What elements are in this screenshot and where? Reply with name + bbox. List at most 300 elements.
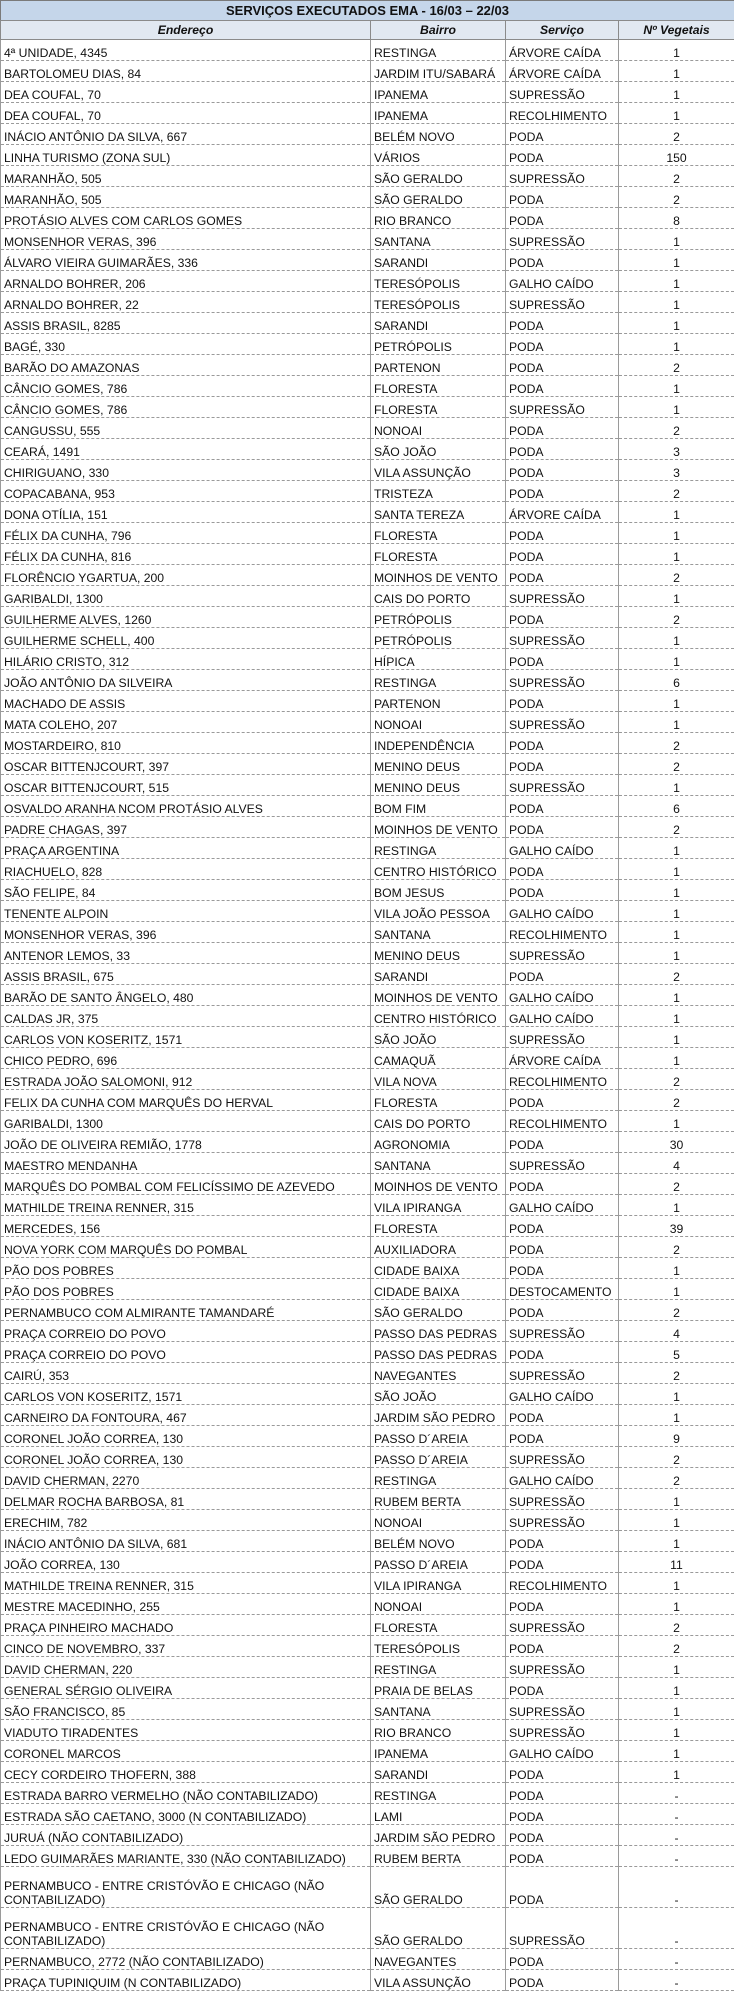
address-cell: BARTOLOMEU DIAS, 84 xyxy=(1,61,371,82)
table-row xyxy=(1,1908,734,1949)
service-cell: PODA xyxy=(506,649,619,670)
table-row xyxy=(1,1342,734,1363)
table-row xyxy=(1,649,734,670)
table-row xyxy=(1,985,734,1006)
count-cell: 1 xyxy=(619,1405,734,1426)
service-cell: RECOLHIMENTO xyxy=(506,1573,619,1594)
neighborhood-cell: SÃO JOÃO xyxy=(371,1384,506,1405)
neighborhood-cell: INDEPENDÊNCIA xyxy=(371,733,506,754)
neighborhood-cell: RIO BRANCO xyxy=(371,1720,506,1741)
service-cell: GALHO CAÍDO xyxy=(506,1195,619,1216)
service-cell: PODA xyxy=(506,1258,619,1279)
count-cell: 1 xyxy=(619,1111,734,1132)
count-cell: 2 xyxy=(619,187,734,208)
neighborhood-cell: MENINO DEUS xyxy=(371,943,506,964)
table-row xyxy=(1,187,734,208)
table-row xyxy=(1,460,734,481)
neighborhood-cell: SÃO GERALDO xyxy=(371,1300,506,1321)
address-cell: CORONEL JOÃO CORREA, 130 xyxy=(1,1447,371,1468)
neighborhood-cell: SANTANA xyxy=(371,1699,506,1720)
address-cell: PERNAMBUCO, 2772 (NÃO CONTABILIZADO) xyxy=(1,1949,371,1970)
neighborhood-cell: NONOAI xyxy=(371,1510,506,1531)
header-servico: Serviço xyxy=(506,21,619,40)
neighborhood-cell: MOINHOS DE VENTO xyxy=(371,565,506,586)
address-cell: VIADUTO TIRADENTES xyxy=(1,1720,371,1741)
neighborhood-cell: CAIS DO PORTO xyxy=(371,1111,506,1132)
count-cell: 1 xyxy=(619,1006,734,1027)
table-row xyxy=(1,1027,734,1048)
table-row xyxy=(1,40,734,61)
count-cell: 2 xyxy=(619,1069,734,1090)
table-row xyxy=(1,1804,734,1825)
table-row xyxy=(1,313,734,334)
address-cell: PADRE CHAGAS, 397 xyxy=(1,817,371,838)
table-row xyxy=(1,271,734,292)
count-cell: 2 xyxy=(619,733,734,754)
table-row xyxy=(1,1552,734,1573)
neighborhood-cell: IPANEMA xyxy=(371,1741,506,1762)
count-cell: 2 xyxy=(619,817,734,838)
service-cell: PODA xyxy=(506,1970,619,1991)
address-cell: CALDAS JR, 375 xyxy=(1,1006,371,1027)
table-row xyxy=(1,1300,734,1321)
table-row xyxy=(1,1006,734,1027)
address-cell: DAVID CHERMAN, 220 xyxy=(1,1657,371,1678)
service-cell: SUPRESSÃO xyxy=(506,82,619,103)
table-row xyxy=(1,145,734,166)
count-cell: 1 xyxy=(619,376,734,397)
neighborhood-cell: SANTANA xyxy=(371,229,506,250)
table-row xyxy=(1,565,734,586)
table-row xyxy=(1,1174,734,1195)
table-row xyxy=(1,1405,734,1426)
table-row xyxy=(1,502,734,523)
count-cell: 2 xyxy=(619,166,734,187)
service-cell: SUPRESSÃO xyxy=(506,1153,619,1174)
count-cell: 1 xyxy=(619,1195,734,1216)
address-cell: DONA OTÍLIA, 151 xyxy=(1,502,371,523)
count-cell: 1 xyxy=(619,985,734,1006)
count-cell: 1 xyxy=(619,1027,734,1048)
table-row xyxy=(1,292,734,313)
neighborhood-cell: PASSO DAS PEDRAS xyxy=(371,1321,506,1342)
count-cell: 1 xyxy=(619,1573,734,1594)
service-cell: PODA xyxy=(506,1090,619,1111)
table-row xyxy=(1,880,734,901)
service-cell: PODA xyxy=(506,1594,619,1615)
address-cell: LINHA TURISMO (ZONA SUL) xyxy=(1,145,371,166)
table-row xyxy=(1,1970,734,1991)
address-cell: PERNAMBUCO - ENTRE CRISTÓVÃO E CHICAGO (NÃO CONTABILIZADO) xyxy=(1,1908,371,1949)
count-cell: 2 xyxy=(619,1468,734,1489)
count-cell: 2 xyxy=(619,964,734,985)
service-cell: PODA xyxy=(506,1174,619,1195)
count-cell: 150 xyxy=(619,145,734,166)
service-cell: PODA xyxy=(506,796,619,817)
table-row xyxy=(1,334,734,355)
header-endereco: Endereço xyxy=(1,21,371,40)
neighborhood-cell: SÃO GERALDO xyxy=(371,1908,506,1949)
neighborhood-cell: FLORESTA xyxy=(371,376,506,397)
count-cell: 1 xyxy=(619,334,734,355)
table-row xyxy=(1,922,734,943)
address-cell: ARNALDO BOHRER, 22 xyxy=(1,292,371,313)
neighborhood-cell: MENINO DEUS xyxy=(371,775,506,796)
neighborhood-cell: BELÉM NOVO xyxy=(371,124,506,145)
table-row xyxy=(1,166,734,187)
table-row xyxy=(1,1615,734,1636)
table-row xyxy=(1,901,734,922)
service-cell: PODA xyxy=(506,1132,619,1153)
neighborhood-cell: RUBEM BERTA xyxy=(371,1489,506,1510)
address-cell: CHIRIGUANO, 330 xyxy=(1,460,371,481)
neighborhood-cell: MOINHOS DE VENTO xyxy=(371,817,506,838)
address-cell: SÃO FELIPE, 84 xyxy=(1,880,371,901)
count-cell: 39 xyxy=(619,1216,734,1237)
service-cell: PODA xyxy=(506,544,619,565)
neighborhood-cell: FLORESTA xyxy=(371,1216,506,1237)
table-row xyxy=(1,82,734,103)
count-cell: 8 xyxy=(619,208,734,229)
count-cell: 1 xyxy=(619,838,734,859)
count-cell: 1 xyxy=(619,1258,734,1279)
neighborhood-cell: PASSO D´AREIA xyxy=(371,1552,506,1573)
neighborhood-cell: RIO BRANCO xyxy=(371,208,506,229)
service-cell: SUPRESSÃO xyxy=(506,628,619,649)
service-cell: PODA xyxy=(506,187,619,208)
service-cell: PODA xyxy=(506,754,619,775)
neighborhood-cell: RESTINGA xyxy=(371,1783,506,1804)
address-cell: MONSENHOR VERAS, 396 xyxy=(1,229,371,250)
neighborhood-cell: CIDADE BAIXA xyxy=(371,1258,506,1279)
neighborhood-cell: IPANEMA xyxy=(371,82,506,103)
count-cell: - xyxy=(619,1949,734,1970)
service-cell: GALHO CAÍDO xyxy=(506,838,619,859)
count-cell: 11 xyxy=(619,1552,734,1573)
neighborhood-cell: SÃO JOÃO xyxy=(371,1027,506,1048)
neighborhood-cell: CENTRO HISTÓRICO xyxy=(371,859,506,880)
service-cell: PODA xyxy=(506,460,619,481)
count-cell: 1 xyxy=(619,250,734,271)
neighborhood-cell: RESTINGA xyxy=(371,1468,506,1489)
service-cell: PODA xyxy=(506,1216,619,1237)
table-row xyxy=(1,481,734,502)
address-cell: PRAÇA CORREIO DO POVO xyxy=(1,1321,371,1342)
service-cell: SUPRESSÃO xyxy=(506,229,619,250)
table-row xyxy=(1,1237,734,1258)
address-cell: CEARÁ, 1491 xyxy=(1,439,371,460)
table-row xyxy=(1,1531,734,1552)
count-cell: 1 xyxy=(619,1678,734,1699)
service-cell: ÁRVORE CAÍDA xyxy=(506,40,619,61)
service-cell: RECOLHIMENTO xyxy=(506,1111,619,1132)
neighborhood-cell: FLORESTA xyxy=(371,397,506,418)
table-row xyxy=(1,1069,734,1090)
service-cell: ÁRVORE CAÍDA xyxy=(506,61,619,82)
service-cell: PODA xyxy=(506,313,619,334)
neighborhood-cell: PASSO DAS PEDRAS xyxy=(371,1342,506,1363)
neighborhood-cell: CIDADE BAIXA xyxy=(371,1279,506,1300)
service-cell: PODA xyxy=(506,1867,619,1908)
service-cell: SUPRESSÃO xyxy=(506,1321,619,1342)
table-row xyxy=(1,397,734,418)
service-cell: PODA xyxy=(506,1825,619,1846)
table-row xyxy=(1,1636,734,1657)
address-cell: CORONEL MARCOS xyxy=(1,1741,371,1762)
address-cell: CÂNCIO GOMES, 786 xyxy=(1,376,371,397)
table-row xyxy=(1,523,734,544)
table-row xyxy=(1,1949,734,1970)
service-cell: PODA xyxy=(506,1405,619,1426)
service-cell: PODA xyxy=(506,124,619,145)
count-cell: 2 xyxy=(619,1447,734,1468)
service-cell: GALHO CAÍDO xyxy=(506,1468,619,1489)
table-row xyxy=(1,439,734,460)
count-cell: 2 xyxy=(619,1615,734,1636)
neighborhood-cell: VILA IPIRANGA xyxy=(371,1573,506,1594)
neighborhood-cell: RUBEM BERTA xyxy=(371,1846,506,1867)
count-cell: - xyxy=(619,1825,734,1846)
neighborhood-cell: SÃO GERALDO xyxy=(371,1867,506,1908)
service-cell: GALHO CAÍDO xyxy=(506,1006,619,1027)
address-cell: PROTÁSIO ALVES COM CARLOS GOMES xyxy=(1,208,371,229)
address-cell: MARQUÊS DO POMBAL COM FELICÍSSIMO DE AZEVEDO xyxy=(1,1174,371,1195)
count-cell: 1 xyxy=(619,628,734,649)
neighborhood-cell: MOINHOS DE VENTO xyxy=(371,1174,506,1195)
address-cell: ESTRADA BARRO VERMELHO (NÃO CONTABILIZADO) xyxy=(1,1783,371,1804)
address-cell: FÉLIX DA CUNHA, 796 xyxy=(1,523,371,544)
address-cell: GARIBALDI, 1300 xyxy=(1,1111,371,1132)
address-cell: ASSIS BRASIL, 8285 xyxy=(1,313,371,334)
neighborhood-cell: FLORESTA xyxy=(371,523,506,544)
table-row xyxy=(1,859,734,880)
count-cell: 1 xyxy=(619,292,734,313)
table-row xyxy=(1,1111,734,1132)
table-row xyxy=(1,1426,734,1447)
count-cell: 3 xyxy=(619,460,734,481)
address-cell: MONSENHOR VERAS, 396 xyxy=(1,922,371,943)
count-cell: 2 xyxy=(619,1363,734,1384)
count-cell: 1 xyxy=(619,103,734,124)
service-cell: SUPRESSÃO xyxy=(506,775,619,796)
neighborhood-cell: VILA ASSUNÇÃO xyxy=(371,1970,506,1991)
address-cell: TENENTE ALPOIN xyxy=(1,901,371,922)
address-cell: ARNALDO BOHRER, 206 xyxy=(1,271,371,292)
address-cell: DEA COUFAL, 70 xyxy=(1,82,371,103)
table-row xyxy=(1,418,734,439)
address-cell: INÁCIO ANTÔNIO DA SILVA, 681 xyxy=(1,1531,371,1552)
neighborhood-cell: PETRÓPOLIS xyxy=(371,607,506,628)
service-cell: SUPRESSÃO xyxy=(506,943,619,964)
neighborhood-cell: IPANEMA xyxy=(371,103,506,124)
count-cell: 1 xyxy=(619,1699,734,1720)
service-cell: PODA xyxy=(506,1636,619,1657)
table-row xyxy=(1,250,734,271)
count-cell: 5 xyxy=(619,1342,734,1363)
count-cell: 1 xyxy=(619,229,734,250)
table-row xyxy=(1,775,734,796)
table-body xyxy=(1,40,734,1991)
address-cell: FLORÊNCIO YGARTUA, 200 xyxy=(1,565,371,586)
address-cell: MACHADO DE ASSIS xyxy=(1,691,371,712)
service-cell: PODA xyxy=(506,565,619,586)
address-cell: DELMAR ROCHA BARBOSA, 81 xyxy=(1,1489,371,1510)
table-row xyxy=(1,1384,734,1405)
neighborhood-cell: BOM JESUS xyxy=(371,880,506,901)
address-cell: PERNAMBUCO - ENTRE CRISTÓVÃO E CHICAGO (NÃO CONTABILIZADO) xyxy=(1,1867,371,1908)
service-cell: PODA xyxy=(506,1552,619,1573)
table-row xyxy=(1,733,734,754)
count-cell: 1 xyxy=(619,1657,734,1678)
table-row xyxy=(1,1132,734,1153)
neighborhood-cell: VILA IPIRANGA xyxy=(371,1195,506,1216)
table-row xyxy=(1,229,734,250)
service-cell: PODA xyxy=(506,1678,619,1699)
neighborhood-cell: RESTINGA xyxy=(371,670,506,691)
table-row xyxy=(1,817,734,838)
address-cell: ÁLVARO VIEIRA GUIMARÃES, 336 xyxy=(1,250,371,271)
neighborhood-cell: HÍPICA xyxy=(371,649,506,670)
address-cell: PÃO DOS POBRES xyxy=(1,1258,371,1279)
count-cell: 2 xyxy=(619,1300,734,1321)
table-row xyxy=(1,1258,734,1279)
count-cell: 1 xyxy=(619,313,734,334)
address-cell: GARIBALDI, 1300 xyxy=(1,586,371,607)
service-cell: DESTOCAMENTO xyxy=(506,1279,619,1300)
count-cell: 6 xyxy=(619,796,734,817)
neighborhood-cell: TRISTEZA xyxy=(371,481,506,502)
neighborhood-cell: SÃO JOÃO xyxy=(371,439,506,460)
header-bairro: Bairro xyxy=(371,21,506,40)
address-cell: BARÃO DO AMAZONAS xyxy=(1,355,371,376)
count-cell: 9 xyxy=(619,1426,734,1447)
count-cell: 1 xyxy=(619,922,734,943)
neighborhood-cell: NAVEGANTES xyxy=(371,1949,506,1970)
table-row xyxy=(1,376,734,397)
neighborhood-cell: AUXILIADORA xyxy=(371,1237,506,1258)
address-cell: BARÃO DE SANTO ÂNGELO, 480 xyxy=(1,985,371,1006)
address-cell: OSCAR BITTENJCOURT, 397 xyxy=(1,754,371,775)
count-cell: 1 xyxy=(619,1279,734,1300)
address-cell: PERNAMBUCO COM ALMIRANTE TAMANDARÉ xyxy=(1,1300,371,1321)
table-row xyxy=(1,1720,734,1741)
address-cell: FÉLIX DA CUNHA, 816 xyxy=(1,544,371,565)
address-cell: OSVALDO ARANHA NCOM PROTÁSIO ALVES xyxy=(1,796,371,817)
service-cell: PODA xyxy=(506,964,619,985)
service-cell: PODA xyxy=(506,376,619,397)
count-cell: 1 xyxy=(619,586,734,607)
count-cell: 1 xyxy=(619,1510,734,1531)
service-cell: PODA xyxy=(506,523,619,544)
service-cell: GALHO CAÍDO xyxy=(506,901,619,922)
address-cell: MAESTRO MENDANHA xyxy=(1,1153,371,1174)
neighborhood-cell: BOM FIM xyxy=(371,796,506,817)
service-cell: PODA xyxy=(506,145,619,166)
service-cell: SUPRESSÃO xyxy=(506,292,619,313)
count-cell: 1 xyxy=(619,691,734,712)
service-cell: GALHO CAÍDO xyxy=(506,271,619,292)
neighborhood-cell: VILA NOVA xyxy=(371,1069,506,1090)
count-cell: 1 xyxy=(619,271,734,292)
service-cell: PODA xyxy=(506,334,619,355)
service-cell: PODA xyxy=(506,607,619,628)
address-cell: MERCEDES, 156 xyxy=(1,1216,371,1237)
service-cell: SUPRESSÃO xyxy=(506,1363,619,1384)
address-cell: JOÃO CORREA, 130 xyxy=(1,1552,371,1573)
table-row xyxy=(1,1489,734,1510)
count-cell: 2 xyxy=(619,1636,734,1657)
table-row xyxy=(1,628,734,649)
table-row xyxy=(1,1573,734,1594)
address-cell: JOÃO DE OLIVEIRA REMIÃO, 1778 xyxy=(1,1132,371,1153)
address-cell: CHICO PEDRO, 696 xyxy=(1,1048,371,1069)
table-row xyxy=(1,1510,734,1531)
count-cell: 2 xyxy=(619,1090,734,1111)
address-cell: PRAÇA TUPINIQUIM (N CONTABILIZADO) xyxy=(1,1970,371,1991)
address-cell: MARANHÃO, 505 xyxy=(1,187,371,208)
service-cell: ÁRVORE CAÍDA xyxy=(506,1048,619,1069)
service-cell: GALHO CAÍDO xyxy=(506,1741,619,1762)
address-cell: CARNEIRO DA FONTOURA, 467 xyxy=(1,1405,371,1426)
table-row xyxy=(1,1363,734,1384)
address-cell: COPACABANA, 953 xyxy=(1,481,371,502)
table-row xyxy=(1,1699,734,1720)
table-row xyxy=(1,670,734,691)
address-cell: INÁCIO ANTÔNIO DA SILVA, 667 xyxy=(1,124,371,145)
service-cell: PODA xyxy=(506,1342,619,1363)
table-row xyxy=(1,544,734,565)
count-cell: 2 xyxy=(619,754,734,775)
service-cell: GALHO CAÍDO xyxy=(506,1384,619,1405)
service-cell: PODA xyxy=(506,481,619,502)
table-row xyxy=(1,1825,734,1846)
count-cell: 4 xyxy=(619,1321,734,1342)
address-cell: RIACHUELO, 828 xyxy=(1,859,371,880)
sheet-title: SERVIÇOS EXECUTADOS EMA - 16/03 – 22/03 xyxy=(0,0,734,20)
address-cell: CARLOS VON KOSERITZ, 1571 xyxy=(1,1384,371,1405)
neighborhood-cell: SÃO GERALDO xyxy=(371,166,506,187)
address-cell: PRAÇA CORREIO DO POVO xyxy=(1,1342,371,1363)
neighborhood-cell: NONOAI xyxy=(371,1594,506,1615)
table-row xyxy=(1,754,734,775)
table-row xyxy=(1,1594,734,1615)
service-cell: PODA xyxy=(506,1426,619,1447)
service-cell: PODA xyxy=(506,817,619,838)
neighborhood-cell: VILA JOÃO PESSOA xyxy=(371,901,506,922)
service-cell: SUPRESSÃO xyxy=(506,1510,619,1531)
neighborhood-cell: SÃO GERALDO xyxy=(371,187,506,208)
service-cell: SUPRESSÃO xyxy=(506,1699,619,1720)
table-row xyxy=(1,1321,734,1342)
service-cell: SUPRESSÃO xyxy=(506,166,619,187)
neighborhood-cell: JARDIM SÃO PEDRO xyxy=(371,1825,506,1846)
address-cell: PRAÇA PINHEIRO MACHADO xyxy=(1,1615,371,1636)
table-row xyxy=(1,1153,734,1174)
neighborhood-cell: AGRONOMIA xyxy=(371,1132,506,1153)
neighborhood-cell: CAMAQUÃ xyxy=(371,1048,506,1069)
table-row xyxy=(1,208,734,229)
count-cell: 1 xyxy=(619,1531,734,1552)
address-cell: ESTRADA SÃO CAETANO, 3000 (N CONTABILIZADO) xyxy=(1,1804,371,1825)
service-cell: SUPRESSÃO xyxy=(506,1447,619,1468)
neighborhood-cell: RESTINGA xyxy=(371,838,506,859)
address-cell: DAVID CHERMAN, 2270 xyxy=(1,1468,371,1489)
table-row xyxy=(1,1867,734,1908)
neighborhood-cell: PETRÓPOLIS xyxy=(371,628,506,649)
service-cell: SUPRESSÃO xyxy=(506,1489,619,1510)
address-cell: OSCAR BITTENJCOURT, 515 xyxy=(1,775,371,796)
address-cell: CANGUSSU, 555 xyxy=(1,418,371,439)
